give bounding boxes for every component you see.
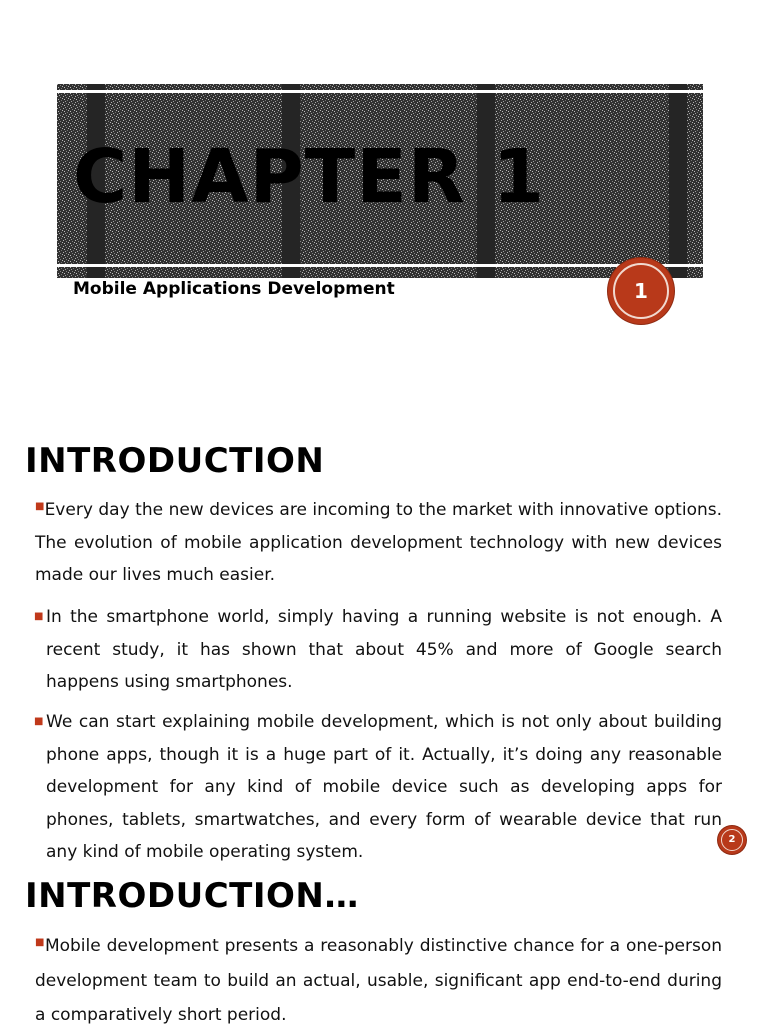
chapter-subtitle: Mobile Applications Development — [73, 279, 395, 299]
intro-bullet-2 — [34, 601, 722, 699]
slide-number: 1 — [634, 279, 648, 303]
intro-bullet-2-text: In the smartphone world, simply having a running website is not enough. A recent study, it has shown that about 45% and more of Google search happens using smartphones. — [46, 607, 722, 692]
slide-number: 2 — [728, 834, 736, 845]
banner-rule-bottom — [57, 264, 703, 267]
intro-continued-bullet-1 — [35, 926, 722, 1033]
banner-rule-top — [57, 90, 703, 93]
intro-bullet-3-text: We can start explaining mobile development, which is not only about building phone apps, though it is a huge part of it. Actually, it’s doing any reasonable development for any kind of mobile device such as developing apps for phones, tablets, smartwatches, and every form of wearable device that run any kind of mobile operating system. — [46, 712, 722, 862]
bullet-icon: ■ — [35, 501, 45, 512]
intro-continued-bullet-1-text: Mobile development presents a reasonably distinctive chance for a one-person development team to build an actual, usable, significant app end-to-end during a comparatively short period. — [35, 936, 722, 1025]
slide-number-badge — [608, 258, 674, 324]
bullet-icon: ■ — [35, 937, 45, 948]
intro-bullet-3 — [34, 706, 722, 869]
intro-heading: INTRODUCTION — [25, 441, 325, 481]
intro-bullet-1 — [35, 491, 722, 592]
slide-number-badge — [718, 826, 746, 854]
chapter-title: CHAPTER 1 — [73, 134, 546, 220]
bullet-icon: ■ — [34, 716, 44, 727]
intro-bullet-1-text: Every day the new devices are incoming to the market with innovative options. The evolution of mobile application development technology with new devices made our lives much easier. — [35, 500, 722, 585]
banner-stripe — [669, 84, 687, 278]
bullet-icon: ■ — [34, 611, 44, 622]
slide-title — [0, 0, 768, 410]
intro-continued-heading: INTRODUCTION… — [25, 876, 359, 916]
